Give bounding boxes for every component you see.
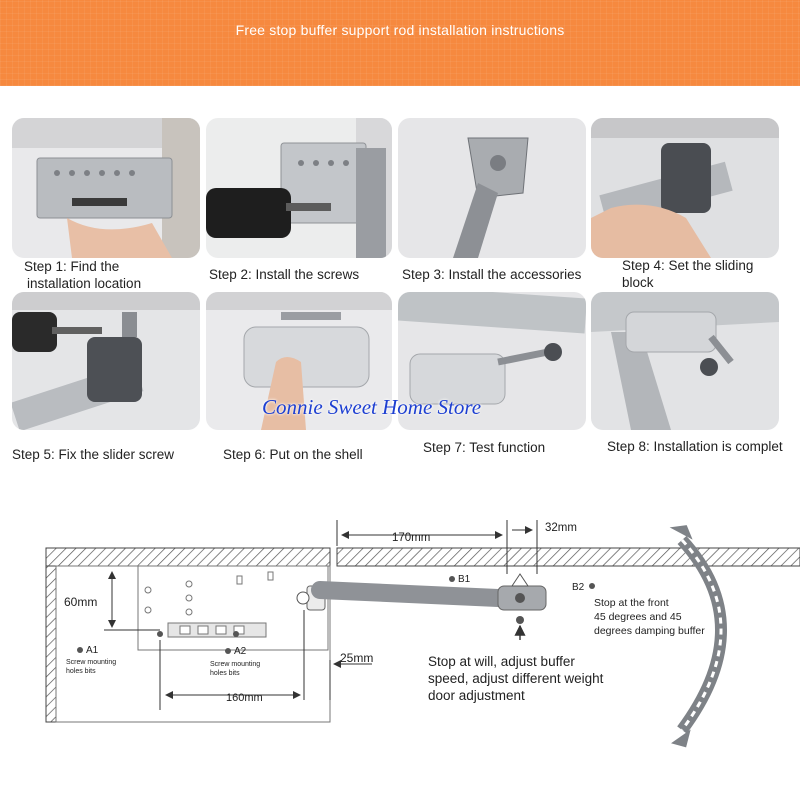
step-6-caption: Step 6: Put on the shell — [223, 447, 363, 462]
header-banner — [0, 0, 800, 86]
cabinet-top-left — [46, 548, 330, 566]
step-2-caption: Step 2: Install the screws — [209, 267, 360, 282]
note-stop-line-2: speed, adjust different weight — [428, 671, 604, 686]
page-title: Free stop buffer support rod installation instructions — [235, 22, 565, 38]
note-front-line-3: degrees damping buffer — [594, 625, 705, 637]
step-8-caption: Step 8: Installation is complet — [607, 439, 783, 454]
note-stop-at-will — [428, 654, 607, 703]
step-5-caption: Step 5: Fix the slider screw — [12, 447, 175, 462]
dim-32mm: 32mm — [545, 522, 577, 534]
dim-170mm: 170mm — [392, 532, 431, 544]
label-b2: B2 — [572, 582, 585, 593]
step-4-photo — [591, 118, 779, 258]
step-3-caption: Step 3: Install the accessories — [402, 267, 582, 282]
a1-hole — [157, 631, 163, 637]
a2-holes-line-2: holes bits — [210, 670, 240, 677]
a1-holes-line-1: Screw mounting — [66, 659, 117, 666]
store-watermark: Connie Sweet Home Store — [262, 395, 482, 419]
note-front-line-1: Stop at the front — [594, 597, 669, 609]
cabinet-top-right — [337, 548, 800, 566]
step-4-caption — [622, 257, 753, 291]
dim-160mm: 160mm — [226, 692, 263, 704]
note-front-line-2: 45 degrees and 45 — [594, 611, 682, 623]
step-7-caption: Step 7: Test function — [423, 440, 546, 455]
label-a2: A2 — [234, 646, 247, 657]
a2-holes-line-1: Screw mounting — [210, 661, 261, 668]
dim-60mm: 60mm — [64, 595, 98, 609]
a1-holes-line-2: holes bits — [66, 668, 96, 675]
step-1-caption — [24, 258, 141, 292]
a2-hole — [233, 631, 239, 637]
step-3-photo — [398, 118, 586, 258]
step-4-caption-line-1: Step 4: Set the sliding — [622, 258, 754, 273]
note-stop-line-3: door adjustment — [428, 688, 525, 703]
label-b1: B1 — [458, 574, 471, 585]
step-1-caption-line-2: installation location — [27, 276, 142, 291]
step-8-photo — [591, 292, 779, 430]
dim-25mm: 25mm — [340, 651, 374, 665]
note-stop-line-1: Stop at will, adjust buffer — [428, 654, 575, 669]
label-a1: A1 — [86, 645, 99, 656]
note-front-stop — [594, 597, 705, 637]
cabinet-side-panel — [46, 566, 56, 722]
motion-arrow-bottom-icon — [671, 729, 698, 753]
step-4-caption-line-2: block — [622, 275, 654, 290]
step-5-photo — [12, 292, 200, 430]
step-2-photo — [206, 118, 392, 258]
motion-arrow-top-icon — [670, 519, 698, 540]
step-1-caption-line-1: Step 1: Find the — [24, 259, 120, 274]
step-1-photo — [12, 118, 200, 258]
support-rod — [320, 590, 498, 598]
installation-diagram — [0, 500, 800, 800]
